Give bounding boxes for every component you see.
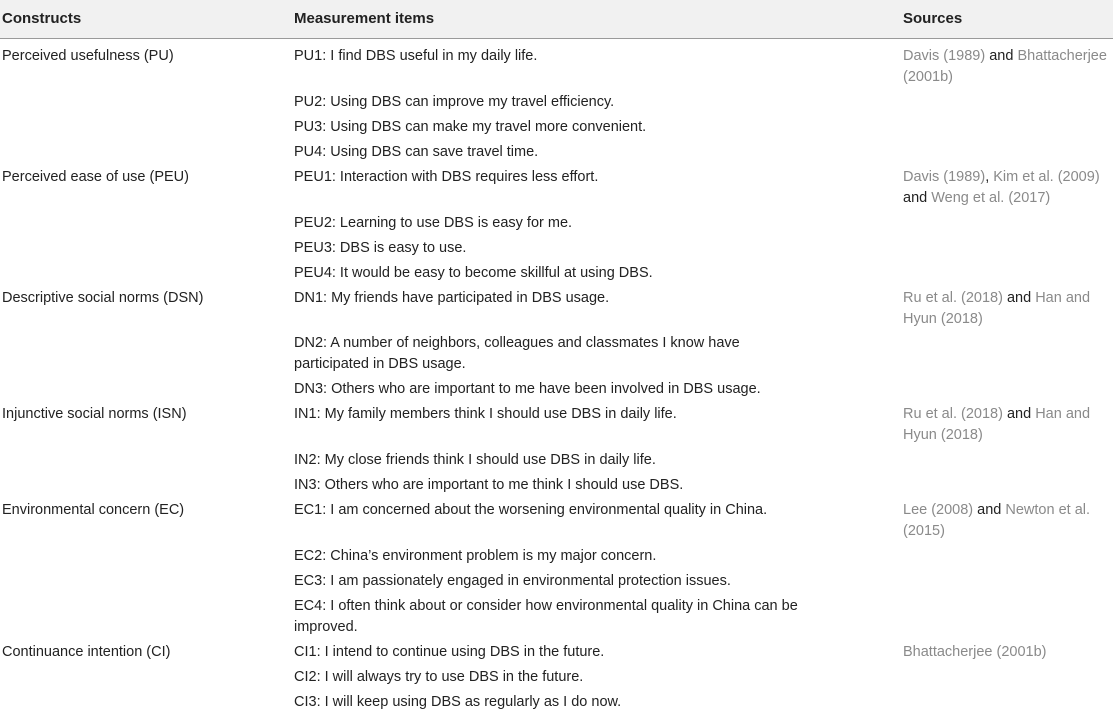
construct-pu: Perceived usefulness (PU) xyxy=(2,48,174,64)
ref-link[interactable]: Davis (1989) xyxy=(903,48,986,64)
ref-link[interactable]: Lee (2008) xyxy=(903,502,974,518)
source-ci xyxy=(903,642,1047,663)
ref-link[interactable]: Ru et al. (2018) xyxy=(903,290,1003,306)
item-ci2: CI2: I will always try to use DBS in the future. xyxy=(294,669,584,685)
item-pu2: PU2: Using DBS can improve my travel efficiency. xyxy=(294,94,615,110)
item-in1: IN1: My family members think I should use DBS in daily life. xyxy=(294,406,677,422)
item-ec4-line1: EC4: I often think about or consider how environmental quality in China can be xyxy=(294,598,798,614)
ref-link[interactable]: Han and xyxy=(1035,406,1091,422)
construct-ci: Continuance intention (CI) xyxy=(2,644,171,660)
item-pu3: PU3: Using DBS can make my travel more convenient. xyxy=(294,119,647,135)
source-conjunction: and xyxy=(1002,290,1036,306)
ref-link[interactable]: Han and xyxy=(1035,290,1091,306)
ref-link[interactable]: Bhattacherjee xyxy=(1017,48,1107,64)
item-ec2: EC2: China’s environment problem is my major concern. xyxy=(294,548,657,564)
construct-isn: Injunctive social norms (ISN) xyxy=(2,406,187,422)
source-conjunction: and xyxy=(903,190,932,206)
item-dn2-line2: participated in DBS usage. xyxy=(294,356,466,372)
ref-link[interactable]: Hyun (2018) xyxy=(903,427,983,443)
ref-link[interactable]: (2001b) xyxy=(903,69,953,85)
ref-link[interactable]: Kim et al. (2009) xyxy=(993,169,1100,185)
ref-link[interactable]: Bhattacherjee (2001b) xyxy=(903,644,1047,660)
item-peu2: PEU2: Learning to use DBS is easy for me. xyxy=(294,215,573,231)
header-sources: Sources xyxy=(903,10,963,27)
source-separator: , xyxy=(985,169,994,185)
ref-link[interactable]: Davis (1989) xyxy=(903,169,986,185)
item-ec3: EC3: I am passionately engaged in environmental protection issues. xyxy=(294,573,731,589)
source-peu xyxy=(903,167,1100,209)
construct-dsn: Descriptive social norms (DSN) xyxy=(2,290,204,306)
item-dn2-line1: DN2: A number of neighbors, colleagues and classmates I know have xyxy=(294,335,740,351)
ref-link[interactable]: Weng et al. (2017) xyxy=(931,190,1051,206)
source-conjunction: and xyxy=(1002,406,1036,422)
source-ec xyxy=(903,500,1090,542)
item-dn3: DN3: Others who are important to me have been involved in DBS usage. xyxy=(294,381,761,397)
item-ci3: CI3: I will keep using DBS as regularly as I do now. xyxy=(294,694,622,710)
item-dn1: DN1: My friends have participated in DBS usage. xyxy=(294,290,610,306)
ref-link[interactable]: Newton et al. xyxy=(1005,502,1091,518)
source-conjunction: and xyxy=(985,48,1018,64)
item-in2: IN2: My close friends think I should use DBS in daily life. xyxy=(294,452,656,468)
item-peu3: PEU3: DBS is easy to use. xyxy=(294,240,467,256)
item-ec4-line2: improved. xyxy=(294,619,358,635)
item-in3: IN3: Others who are important to me think I should use DBS. xyxy=(294,477,684,493)
construct-ec: Environmental concern (EC) xyxy=(2,502,185,518)
header-constructs: Constructs xyxy=(2,10,82,27)
ref-link[interactable]: (2015) xyxy=(903,523,945,539)
construct-peu: Perceived ease of use (PEU) xyxy=(2,169,189,185)
ref-link[interactable]: Hyun (2018) xyxy=(903,311,983,327)
source-dsn xyxy=(903,288,1090,330)
item-pu1: PU1: I find DBS useful in my daily life. xyxy=(294,48,538,64)
source-isn xyxy=(903,404,1090,446)
item-ec1: EC1: I am concerned about the worsening environmental quality in China. xyxy=(294,502,768,518)
item-peu1: PEU1: Interaction with DBS requires less effort. xyxy=(294,169,599,185)
ref-link[interactable]: Ru et al. (2018) xyxy=(903,406,1003,422)
item-ci1: CI1: I intend to continue using DBS in the future. xyxy=(294,644,605,660)
header-measurement-items: Measurement items xyxy=(294,10,435,27)
source-pu xyxy=(903,46,1107,88)
item-peu4: PEU4: It would be easy to become skillful at using DBS. xyxy=(294,265,653,281)
source-conjunction: and xyxy=(973,502,1006,518)
item-pu4: PU4: Using DBS can save travel time. xyxy=(294,144,539,160)
